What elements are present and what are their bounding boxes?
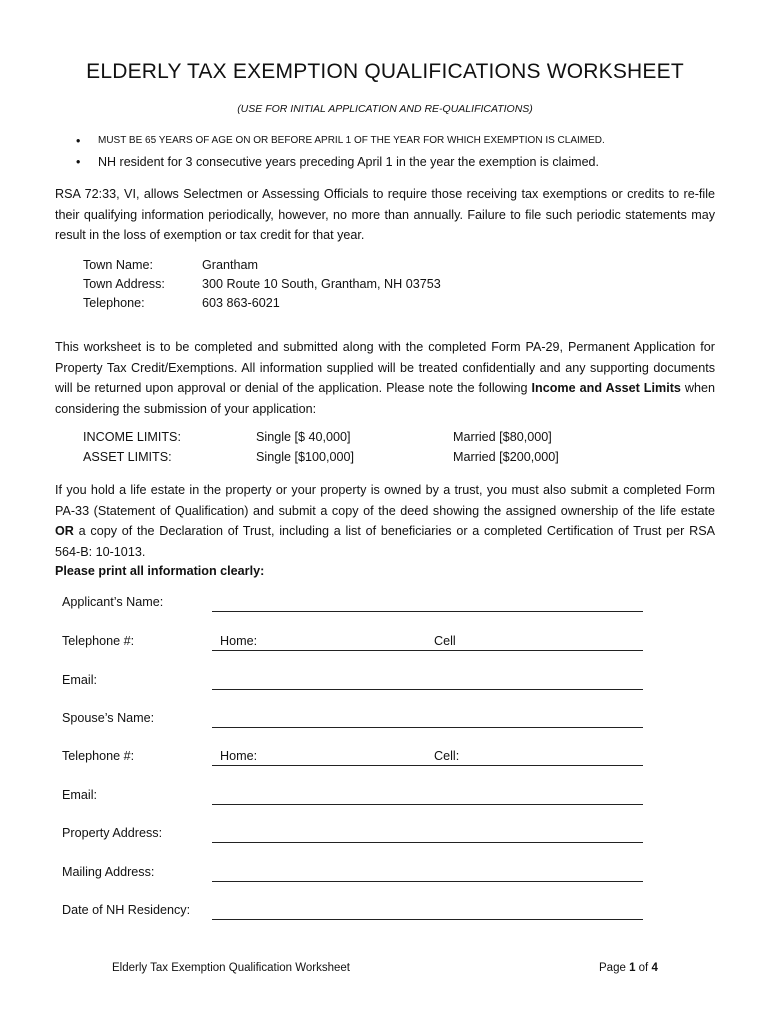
current-page: 1 bbox=[629, 962, 636, 974]
applicant-home-phone-label: Home: bbox=[220, 634, 258, 648]
asset-limits-label: ASSET LIMITS: bbox=[83, 450, 172, 464]
worksheet-paragraph bbox=[55, 337, 715, 419]
spouse-email-label: Email: bbox=[62, 788, 97, 802]
mailing-address-label: Mailing Address: bbox=[62, 865, 155, 879]
trust-paragraph-end: a copy of the Declaration of Trust, including a list of beneficiaries or a completed Certification of Trust per RSA 564-B: 10-1013. bbox=[55, 524, 715, 559]
page-of: of bbox=[635, 962, 652, 974]
applicant-cell-phone-label: Cell bbox=[434, 634, 456, 648]
nh-residency-date-label: Date of NH Residency: bbox=[62, 903, 191, 917]
worksheet-paragraph-end: when considering the submission of your application: bbox=[55, 381, 715, 416]
spouse-email-field[interactable] bbox=[212, 804, 643, 805]
worksheet-paragraph-start: This worksheet is to be completed and submitted along with the completed Form PA-29, Permanent Application for Property Tax Credit/Exemptions. All information supplied will be treated confidentially and any supporting documents will be returned upon approval or denial of the application. Please note the following bbox=[55, 340, 715, 395]
total-pages: 4 bbox=[651, 962, 658, 974]
asset-married-limit: Married [$200,000] bbox=[453, 450, 559, 464]
bullet-text: NH resident for 3 consecutive years preceding April 1 in the year the exemption is claimed. bbox=[98, 155, 599, 169]
footer-page-number bbox=[599, 962, 658, 974]
applicant-name-field[interactable] bbox=[212, 611, 643, 612]
income-single-limit: Single [$ 40,000] bbox=[256, 430, 351, 444]
town-name-label: Town Name: bbox=[83, 258, 153, 272]
spouse-cell-phone-label: Cell: bbox=[434, 749, 460, 763]
applicant-telephone-field[interactable] bbox=[212, 650, 643, 651]
applicant-email-label: Email: bbox=[62, 673, 97, 687]
town-address-label: Town Address: bbox=[83, 277, 165, 291]
spouse-telephone-label: Telephone #: bbox=[62, 749, 135, 763]
applicant-email-field[interactable] bbox=[212, 689, 643, 690]
mailing-address-field[interactable] bbox=[212, 881, 643, 882]
asset-single-limit: Single [$100,000] bbox=[256, 450, 355, 464]
nh-residency-date-field[interactable] bbox=[212, 919, 643, 920]
applicant-telephone-label: Telephone #: bbox=[62, 634, 135, 648]
income-married-limit: Married [$80,000] bbox=[453, 430, 552, 444]
or-text: OR bbox=[55, 524, 74, 538]
trust-paragraph-start: If you hold a life estate in the property or your property is owned by a trust, you must also submit a completed Form PA-33 (Statement of Qualification) and submit a copy of the deed showing the assigned ownership of the life estate bbox=[55, 483, 715, 518]
town-address-value: 300 Route 10 South, Grantham, NH 03753 bbox=[202, 277, 441, 291]
bullet-text: MUST BE 65 YEARS OF AGE ON OR BEFORE APRIL 1 OF THE YEAR FOR WHICH EXEMPTION IS CLAIMED. bbox=[98, 135, 605, 146]
trust-paragraph bbox=[55, 480, 715, 562]
bullet-icon: • bbox=[76, 134, 81, 148]
town-phone-label: Telephone: bbox=[83, 296, 145, 310]
print-clearly-instruction: Please print all information clearly: bbox=[55, 564, 265, 578]
property-address-label: Property Address: bbox=[62, 826, 163, 840]
page-prefix: Page bbox=[599, 962, 630, 974]
spouse-name-field[interactable] bbox=[212, 727, 643, 728]
spouse-telephone-field[interactable] bbox=[212, 765, 643, 766]
income-asset-limits-text: Income and Asset Limits bbox=[531, 381, 681, 395]
page-subtitle: (USE FOR INITIAL APPLICATION AND RE-QUALIFICATIONS) bbox=[237, 103, 533, 115]
spouse-name-label: Spouse’s Name: bbox=[62, 711, 155, 725]
applicant-name-label: Applicant’s Name: bbox=[62, 595, 164, 609]
page-title: ELDERLY TAX EXEMPTION QUALIFICATIONS WORKSHEET bbox=[86, 60, 684, 83]
town-phone-value: 603 863-6021 bbox=[202, 296, 280, 310]
footer-document-title: Elderly Tax Exemption Qualification Worksheet bbox=[112, 962, 350, 974]
property-address-field[interactable] bbox=[212, 842, 643, 843]
spouse-home-phone-label: Home: bbox=[220, 749, 258, 763]
rsa-paragraph: RSA 72:33, VI, allows Selectmen or Assessing Officials to require those receiving tax exemptions or credits to re-file their qualifying information periodically, however, no more than annually. Failure to file such periodic statements may result in the loss of exemption or tax credit for that year. bbox=[55, 187, 715, 242]
income-limits-label: INCOME LIMITS: bbox=[83, 430, 181, 444]
bullet-icon: • bbox=[76, 155, 81, 169]
town-name-value: Grantham bbox=[202, 258, 258, 272]
